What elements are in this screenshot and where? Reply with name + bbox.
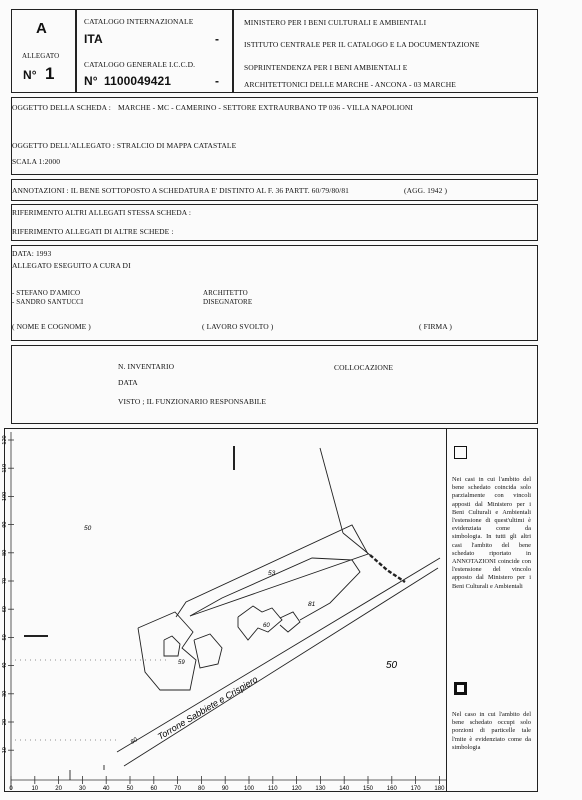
role-2: DISEGNATORE <box>203 298 253 306</box>
parcel-label-60: 60 <box>263 623 270 629</box>
road-name: Torrone Sabbiete e Crispiero <box>155 674 260 742</box>
x-tick-label: 0 <box>9 786 13 792</box>
rif-stessa-scheda: RIFERIMENTO ALTRI ALLEGATI STESSA SCHEDA : <box>12 208 192 217</box>
oggetto-scheda-label: OGGETTO DELLA SCHEDA : <box>12 103 111 112</box>
inventario-data: DATA <box>118 378 138 387</box>
x-tick-label: 180 <box>434 786 445 792</box>
y-tick-label: 40 <box>2 662 8 669</box>
y-tick-label: 60 <box>2 606 8 613</box>
y-tick-label: 50 <box>2 634 8 641</box>
x-tick-label: 140 <box>339 786 350 792</box>
parcel-label-59: 59 <box>178 660 185 666</box>
x-tick-label: 100 <box>243 786 255 792</box>
x-tick-label: 30 <box>79 786 86 792</box>
parcel-81-boundary <box>190 558 360 620</box>
person-1: - STEFANO D'AMICO <box>12 289 81 297</box>
cat-int-dash: - <box>215 32 220 46</box>
x-tick-label: 110 <box>268 786 278 792</box>
parcel-label-50a: 50 <box>84 525 92 532</box>
y-tick-label: 90 <box>2 521 8 528</box>
building-59b <box>194 634 222 668</box>
legend-symbol-limit <box>454 682 467 695</box>
person-2: - SANDRO SANTUCCI <box>12 298 84 306</box>
road-edge-upper <box>117 558 440 752</box>
annotazioni-agg: (AGG. 1942 ) <box>404 186 448 195</box>
building-annex <box>280 612 300 632</box>
vincolo-boundary <box>370 555 405 582</box>
building-60 <box>238 606 282 640</box>
esecuzione-data: DATA: 1993 <box>12 249 52 258</box>
ruler-bottom-ticks <box>9 776 445 792</box>
n-inventario: N. INVENTARIO <box>118 362 175 371</box>
x-tick-label: 70 <box>174 786 181 792</box>
x-tick-label: 170 <box>410 786 421 792</box>
oggetto-allegato: OGGETTO DELL'ALLEGATO : STRALCIO DI MAPPA CATASTALE <box>12 141 237 150</box>
parcel-label-50b: 50 <box>386 660 398 671</box>
annotazioni-text: ANNOTAZIONI : IL BENE SOTTOPOSTO A SCHEDATURA E' DISTINTO AL F. 36 PARTT. 60/79/80/81 <box>12 186 350 195</box>
cat-int-value: ITA <box>84 32 103 46</box>
allegato-number: 1 <box>45 64 55 83</box>
x-tick-label: 10 <box>31 786 39 792</box>
nome-label: ( NOME E COGNOME ) <box>12 322 91 331</box>
cat-int-label: CATALOGO INTERNAZIONALE <box>84 17 194 26</box>
x-tick-label: 90 <box>221 786 229 792</box>
legend-text-partial: Nei casi in cui l'ambito del bene schedato coincida solo parzialmente con vincoli apposti dal Ministero per i Beni Culturali e Ambientali l'estensione di quest'ultimi è evidenziata come da simbologia. In tutti gli altri casi l'ambito del bene schedato riportato in ANNOTAZIONI coincide con l'estensione del vincolo apposto dal Ministero per i Beni Culturali e Ambientali <box>452 476 531 590</box>
cat-gen-value: 1100049421 <box>104 74 172 88</box>
lavoro-label: ( LAVORO SVOLTO ) <box>202 322 274 331</box>
visto-funzionario: VISTO ; IL FUNZIONARIO RESPONSABILE <box>118 397 267 406</box>
y-tick-label: 100 <box>2 491 8 501</box>
y-tick-label: 20 <box>2 718 8 726</box>
collocazione: COLLOCAZIONE <box>334 363 394 372</box>
ruler-left-ticks <box>2 435 14 753</box>
soprintendenza-line1: SOPRINTENDENZA PER I BENI AMBIENTALI E <box>244 63 408 72</box>
role-1: ARCHITETTO <box>203 289 248 297</box>
x-tick-label: 120 <box>291 786 302 792</box>
x-tick-label: 150 <box>362 786 374 792</box>
oggetto-scheda-value: MARCHE - MC - CAMERINO - SETTORE EXTRAURBANO TP 036 - VILLA NAPOLIONI <box>118 103 413 112</box>
x-tick-label: 80 <box>198 786 205 792</box>
parcel-label-81: 81 <box>308 601 316 608</box>
parcel-label-80: 80 <box>129 737 139 746</box>
allegato-letter: A <box>36 20 47 37</box>
legend-text-limit: Nel caso in cui l'ambito del bene schedato occupi solo porzioni di particelle tale l'mite è evidenziato come da simbologia <box>452 711 531 751</box>
cat-gen-dash: - <box>215 74 220 88</box>
ministry-name: MINISTERO PER I BENI CULTURALI E AMBIENTALI <box>244 18 427 27</box>
y-tick-label: 80 <box>2 549 8 556</box>
y-tick-label: 70 <box>2 577 8 585</box>
x-tick-label: 20 <box>55 786 62 792</box>
parcel-label-53: 53 <box>268 570 276 577</box>
parcel-59-boundary <box>138 612 196 690</box>
x-tick-label: 50 <box>126 786 134 792</box>
scala: SCALA 1:2000 <box>12 157 61 166</box>
soprintendenza-line2: ARCHITETTONICI DELLE MARCHE - ANCONA - 03 MARCHE <box>244 80 456 89</box>
cat-gen-label: CATALOGO GENERALE I.C.C.D. <box>84 60 196 69</box>
firma-label: ( FIRMA ) <box>419 322 452 331</box>
building-59a <box>164 636 180 656</box>
x-tick-label: 130 <box>315 786 326 792</box>
legend-symbol-partial <box>454 446 467 459</box>
y-tick-label: 30 <box>2 690 8 697</box>
esecuzione-eseguito: ALLEGATO ESEGUITO A CURA DI <box>12 261 131 270</box>
institute-name: ISTITUTO CENTRALE PER IL CATALOGO E LA DOCUMENTAZIONE <box>244 40 480 49</box>
x-tick-label: 60 <box>150 786 158 792</box>
parcel-boundary-right <box>320 448 343 533</box>
y-tick-label: 110 <box>2 463 8 473</box>
x-tick-label: 40 <box>102 786 110 792</box>
allegato-n-prefix: N° <box>23 68 37 82</box>
cat-gen-prefix: N° <box>84 74 98 88</box>
parcel-boundary-diag <box>343 533 370 555</box>
rif-altre-schede: RIFERIMENTO ALLEGATI DI ALTRE SCHEDE : <box>12 227 174 236</box>
x-tick-label: 160 <box>386 786 397 792</box>
y-tick-label: 10 <box>2 747 8 754</box>
allegato-label: ALLEGATO <box>22 52 60 60</box>
y-tick-label: 120 <box>2 435 8 445</box>
